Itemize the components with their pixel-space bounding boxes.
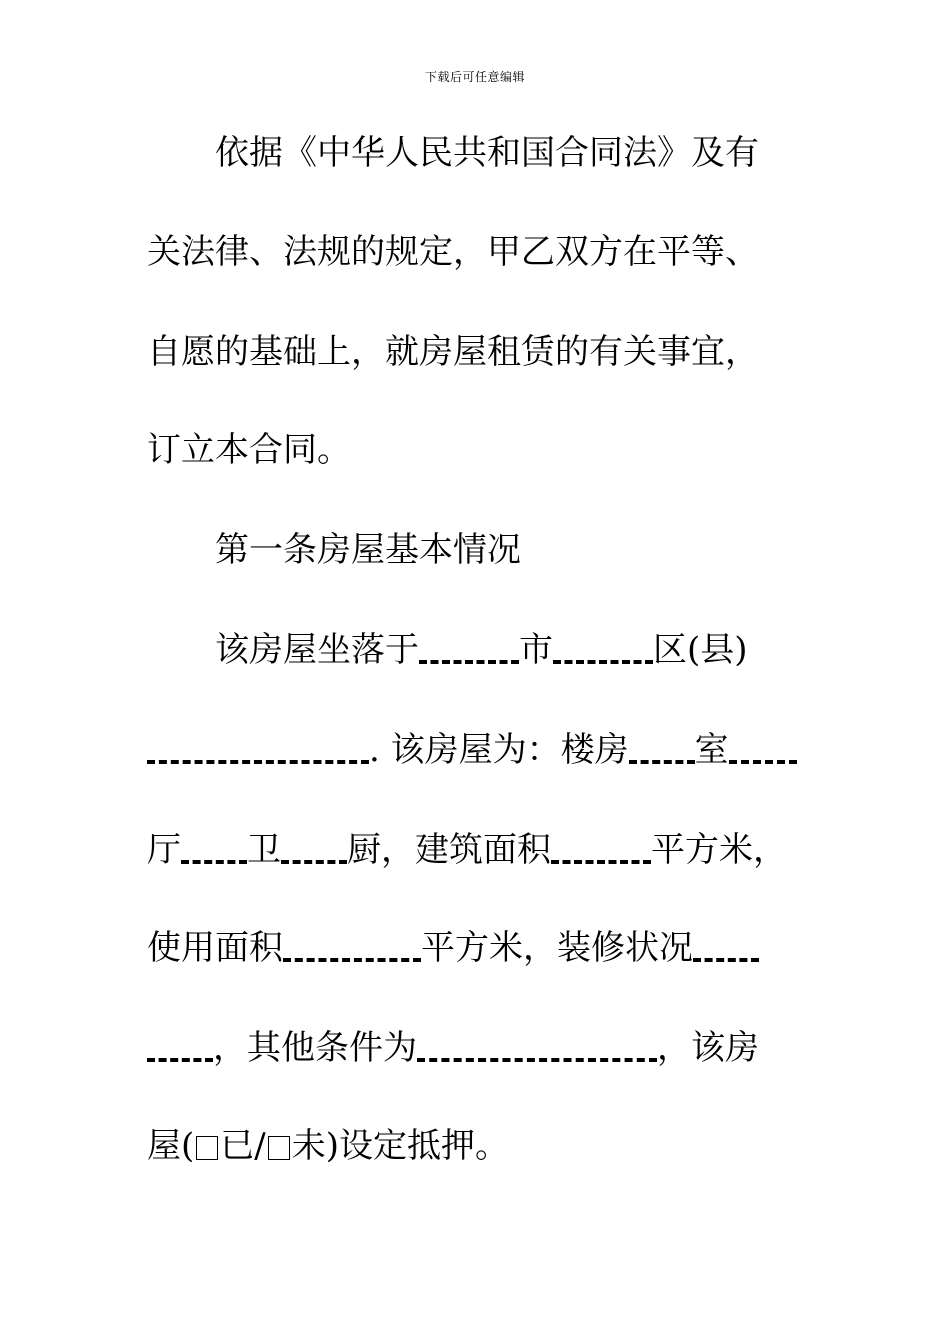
fill-blank-district[interactable] xyxy=(553,628,653,672)
fill-blank-bathrooms[interactable] xyxy=(181,828,247,872)
paragraph-line: 自愿的基础上，就房屋租赁的有关事宜， xyxy=(147,332,759,372)
text-segment: ，其他条件为 xyxy=(213,1028,417,1068)
text-segment: 卫 xyxy=(247,830,281,870)
fill-blank-decoration-cont[interactable] xyxy=(147,1026,213,1070)
text-segment: ，该房 xyxy=(657,1028,759,1068)
fill-blank-decoration[interactable] xyxy=(693,926,759,970)
fill-blank-rooms[interactable] xyxy=(629,728,695,772)
fill-blank-building-area[interactable] xyxy=(551,828,651,872)
text-segment: 已/ xyxy=(220,1126,266,1166)
text-segment: 屋( xyxy=(147,1126,195,1166)
text-segment: 市 xyxy=(519,630,553,670)
fill-blank-halls-count[interactable] xyxy=(729,728,797,772)
article-line xyxy=(215,628,748,672)
paragraph-line: 订立本合同。 xyxy=(147,430,351,470)
article-line xyxy=(147,1124,509,1168)
article-line xyxy=(147,728,797,772)
article-heading: 第一条房屋基本情况 xyxy=(215,530,521,570)
checkbox-not-mortgaged[interactable] xyxy=(268,1136,290,1160)
checkbox-mortgaged[interactable] xyxy=(196,1136,218,1160)
text-segment: 厅 xyxy=(147,830,181,870)
paragraph-line: 关法律、法规的规定，甲乙双方在平等、 xyxy=(147,232,759,272)
article-line xyxy=(147,926,759,970)
article-line xyxy=(147,828,787,872)
fill-blank-usable-area[interactable] xyxy=(283,926,421,970)
text-segment: 区(县) xyxy=(653,630,748,670)
text-segment: 平方米，装修状况 xyxy=(421,928,693,968)
text-segment: 室 xyxy=(694,730,729,770)
fill-blank-other-conditions[interactable] xyxy=(417,1026,657,1070)
fill-blank-kitchens[interactable] xyxy=(281,828,347,872)
text-segment: 厨，建筑面积 xyxy=(347,830,551,870)
text-segment: 使用面积 xyxy=(147,928,283,968)
text-segment: 平方米， xyxy=(651,830,787,870)
text-segment: . 该房屋为：楼房 xyxy=(369,730,629,770)
paragraph-line: 依据《中华人民共和国合同法》及有 xyxy=(215,133,759,173)
page-header-note: 下载后可任意编辑 xyxy=(424,70,525,84)
fill-blank-city[interactable] xyxy=(419,628,519,672)
text-segment: 该房屋坐落于 xyxy=(215,630,419,670)
fill-blank-address[interactable] xyxy=(147,728,369,772)
text-segment: 未)设定抵押。 xyxy=(291,1126,509,1166)
article-line xyxy=(147,1026,759,1070)
